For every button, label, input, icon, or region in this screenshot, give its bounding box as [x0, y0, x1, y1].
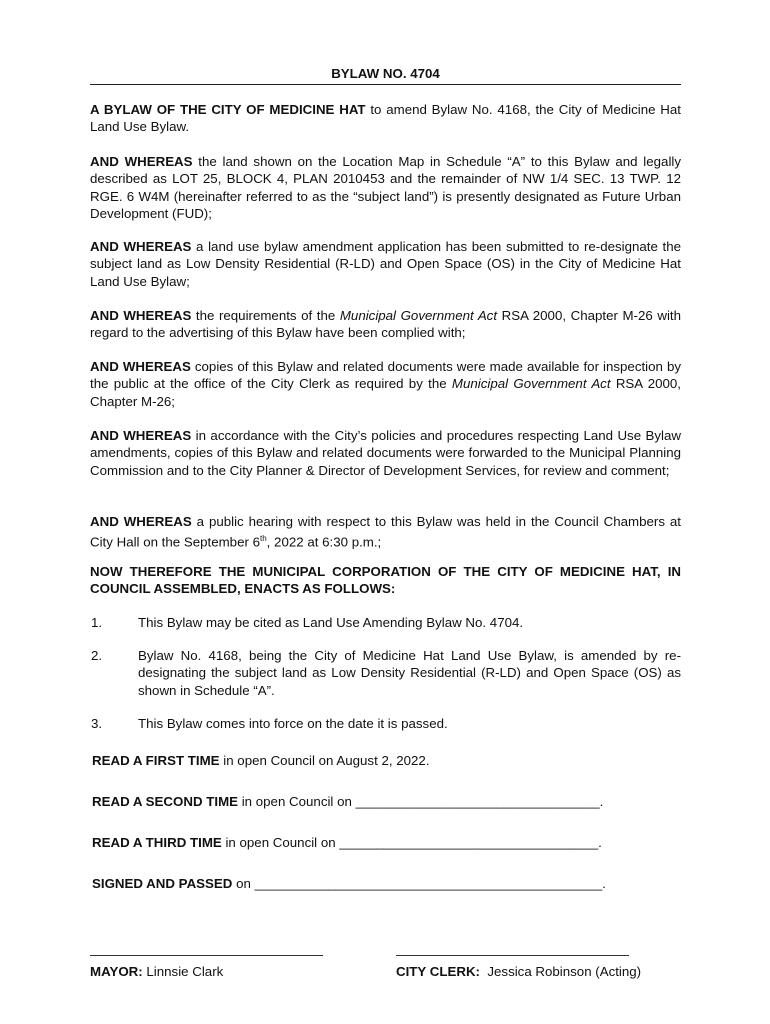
bylaw-title: BYLAW NO. 4704	[90, 66, 681, 85]
clerk-signature-line[interactable]	[396, 941, 629, 956]
act-name: Municipal Government Act	[451, 376, 611, 392]
mayor-name: Linnsie Clark	[146, 964, 224, 979]
date-blank[interactable]: ___________________________________.	[339, 835, 602, 850]
whereas-lead: AND WHEREAS	[90, 514, 192, 529]
clerk-name: Jessica Robinson (Acting)	[487, 964, 642, 979]
reading-label: READ A FIRST TIME	[92, 753, 220, 768]
reading-text: in open Council on	[221, 835, 340, 850]
act-name: Municipal Government Act	[339, 308, 498, 323]
whereas-text: RSA 2000, Chapter M-26;	[90, 376, 681, 409]
ordinal-suffix: th	[260, 534, 267, 544]
whereas-text: the land shown on the Location Map in Schedule “A” to this Bylaw and legally described as LOT 25, BLOCK 4, PLAN 2010453 and the remainder of NW 1/4 SEC. 13 TWP. 12 RGE. 6 W4M (hereinafter referred to as the “subject land”) is presently designated as Future Urban Development (FUD);	[90, 154, 681, 222]
whereas-text: , 2022 at 6:30 p.m.;	[266, 534, 382, 550]
whereas-lead: AND WHEREAS	[90, 359, 191, 374]
third-reading	[92, 834, 602, 851]
whereas-lead: AND WHEREAS	[90, 154, 193, 169]
first-reading	[92, 752, 430, 769]
whereas-paragraph-3	[90, 307, 681, 342]
enacting-clause: NOW THEREFORE THE MUNICIPAL CORPORATION OF THE CITY OF MEDICINE HAT, IN COUNCIL ASSEMBLED, ENACTS AS FOLLOWS:	[90, 564, 681, 597]
whereas-paragraph-5	[90, 427, 681, 479]
whereas-text: the requirements of the	[191, 308, 340, 323]
second-reading	[92, 793, 603, 810]
signed-and-passed	[92, 875, 606, 892]
preamble-bold: A BYLAW OF THE CITY OF MEDICINE HAT	[90, 102, 366, 117]
mayor-signature-label	[90, 964, 223, 979]
preamble-text: to amend Bylaw No. 4168, the City of Medicine Hat Land Use Bylaw.	[90, 102, 681, 135]
whereas-text: in accordance with the City’s policies and procedures respecting Land Use Bylaw amendments, copies of this Bylaw and related documents were forwarded to the Municipal Planning Commission and to the City Planner & Director of Development Services, for review and comment;	[90, 428, 682, 478]
reading-text: in open Council on	[238, 794, 356, 809]
reading-label: READ A SECOND TIME	[92, 794, 239, 809]
whereas-paragraph-2	[90, 238, 681, 290]
section-text: This Bylaw may be cited as Land Use Amending Bylaw No. 4704.	[138, 615, 524, 630]
section-number: 2.	[91, 648, 103, 663]
section-text: Bylaw No. 4168, being the City of Medicine Hat Land Use Bylaw, is amended by re-designating the subject land as Low Density Residential (R-LD) and Open Space (OS) as shown in Schedule “A”.	[138, 648, 681, 698]
reading-label: SIGNED AND PASSED	[92, 876, 233, 891]
whereas-lead: AND WHEREAS	[90, 239, 192, 254]
clerk-signature-label	[396, 964, 641, 979]
date-blank[interactable]: _________________________________.	[355, 794, 604, 809]
mayor-label: MAYOR:	[90, 964, 143, 979]
whereas-paragraph-1	[90, 153, 681, 223]
section-number: 3.	[91, 716, 103, 731]
whereas-lead: AND WHEREAS	[90, 308, 192, 323]
whereas-paragraph-6	[90, 513, 681, 551]
section-text: This Bylaw comes into force on the date it is passed.	[138, 716, 448, 731]
clerk-label: CITY CLERK:	[396, 964, 480, 979]
whereas-paragraph-4	[90, 358, 681, 410]
whereas-text: copies of this Bylaw and related documents were made available for inspection by the public at the office of the City Clerk as required by the	[90, 359, 682, 392]
mayor-signature-line[interactable]	[90, 941, 323, 956]
preamble-paragraph	[90, 101, 681, 136]
reading-label: READ A THIRD TIME	[92, 835, 222, 850]
whereas-text: RSA 2000, Chapter M-26 with regard to the advertising of this Bylaw have been complied with;	[90, 308, 681, 341]
date-blank[interactable]: _______________________________________________.	[254, 876, 606, 891]
section-number: 1.	[91, 615, 103, 630]
whereas-text: a public hearing with respect to this Bylaw was held in the Council Chambers at City Hall on the September 6	[90, 514, 681, 550]
reading-text: on	[232, 876, 255, 891]
reading-text: in open Council on August 2, 2022.	[219, 753, 430, 768]
whereas-lead: AND WHEREAS	[90, 428, 192, 443]
whereas-text: a land use bylaw amendment application has been submitted to re-designate the subject land as Low Density Residential (R-LD) and Open Space (OS) in the City of Medicine Hat Land Use Bylaw;	[90, 239, 681, 289]
